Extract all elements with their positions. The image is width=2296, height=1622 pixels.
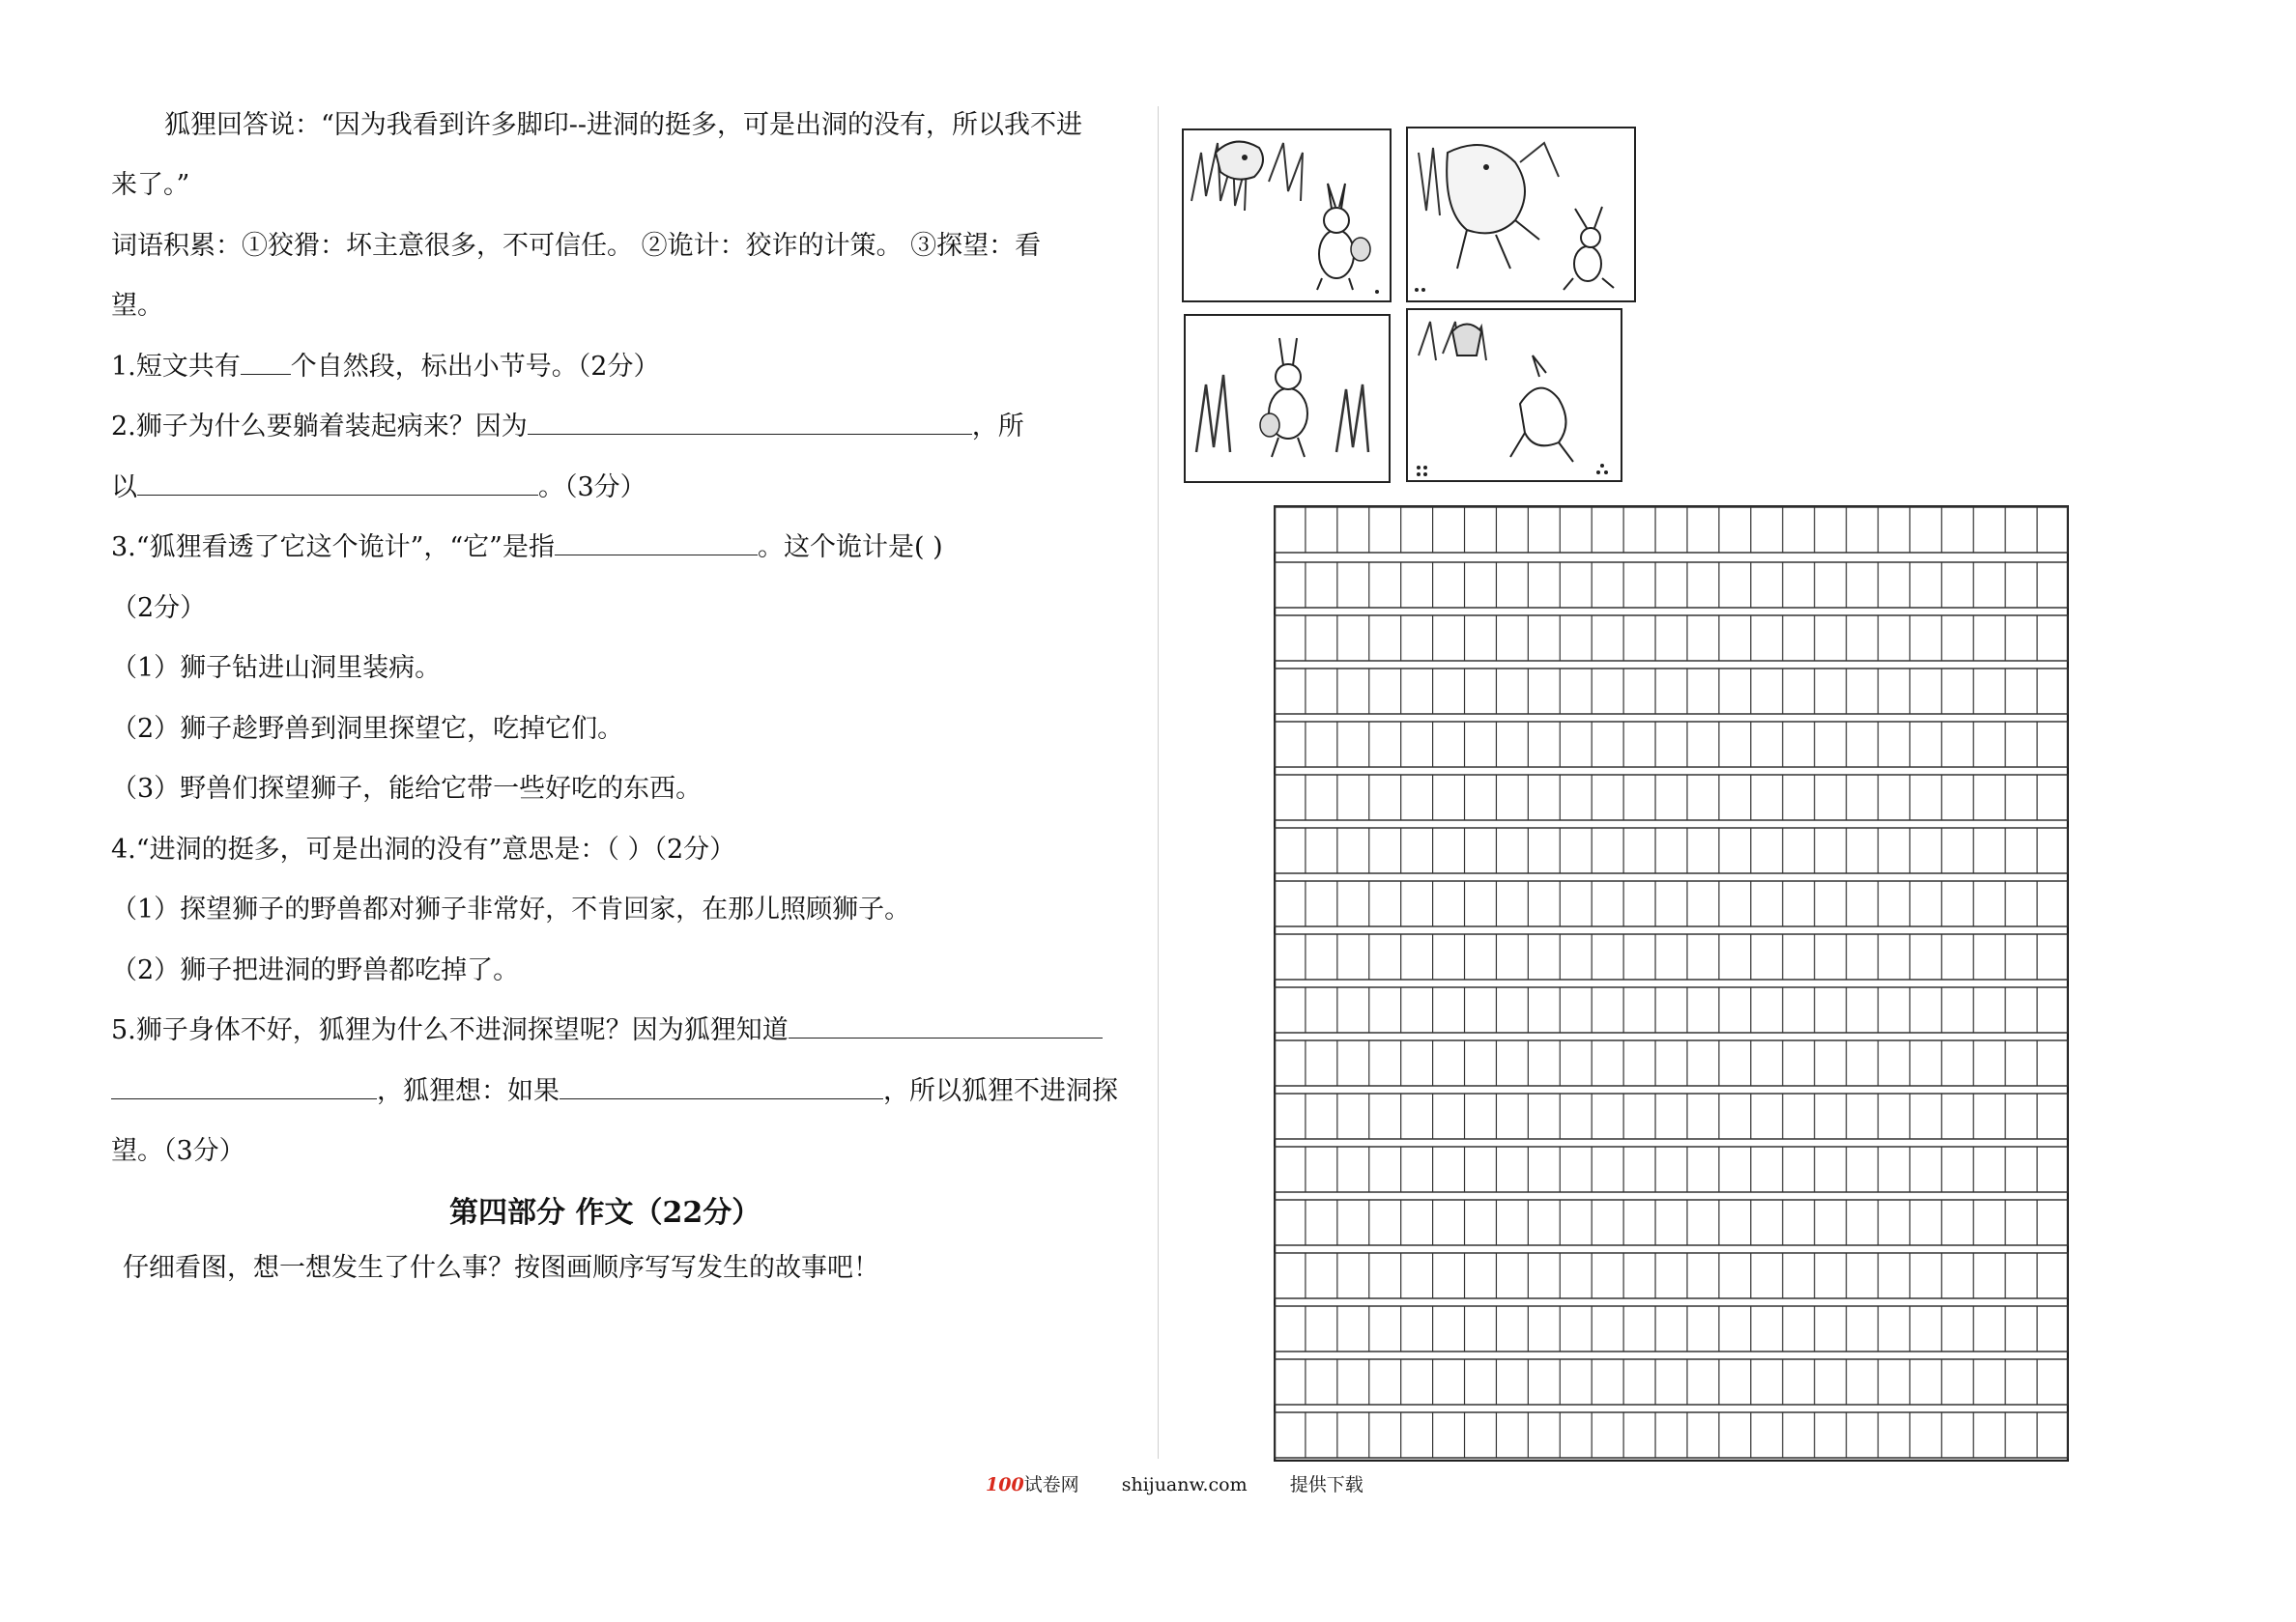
footer — [986, 1470, 1363, 1496]
site-logo: 100 — [986, 1474, 1024, 1495]
vocab-line-2: 望。 — [111, 291, 163, 321]
grid-row[interactable] — [1275, 1412, 2068, 1458]
answer-blank[interactable] — [111, 1073, 377, 1099]
question-5: 5.狮子身体不好，狐狸为什么不进洞探望呢？因为狐狸知道 — [111, 1011, 1103, 1050]
question-2-cont: 以 。（3分） — [111, 469, 646, 507]
grid-row[interactable] — [1275, 934, 2068, 980]
grid-row[interactable] — [1275, 881, 2068, 926]
download-note: 提供下载 — [1289, 1474, 1363, 1495]
writing-prompt: 仔细看图，想一想发生了什么事？按图画顺序写写发生的故事吧！ — [123, 1253, 879, 1283]
question-3-option-1: （1）狮子钻进山洞里装病。 — [111, 653, 442, 683]
answer-blank[interactable] — [560, 1073, 883, 1099]
answer-blank[interactable] — [789, 1012, 1103, 1039]
question-1: 1.短文共有 个自然段，标出小节号。（2分） — [111, 348, 659, 386]
grid-row[interactable] — [1275, 562, 2068, 608]
question-5-cont: ，狐狸想：如果 ，所以狐狸不进洞探 — [111, 1072, 1118, 1111]
answer-blank[interactable] — [555, 529, 758, 555]
grid-row[interactable] — [1275, 828, 2068, 873]
grid-row[interactable] — [1275, 1306, 2068, 1352]
grid-row[interactable] — [1275, 987, 2068, 1033]
grid-row[interactable] — [1275, 722, 2068, 767]
panel-4-image — [1407, 309, 1622, 481]
question-2: 2.狮子为什么要躺着装起病来？因为 ，所 — [111, 408, 1024, 446]
vocab-line-1: 词语积累：①狡猾：坏主意很多，不可信任。 ②诡计：狡诈的计策。 ③探望：看 — [111, 231, 1042, 261]
grid-frame — [1275, 506, 2068, 1461]
question-3-score: （2分） — [111, 593, 207, 623]
passage-line-2: 来了。” — [111, 170, 190, 200]
answer-blank[interactable] — [241, 349, 291, 375]
question-5-score: 望。（3分） — [111, 1136, 245, 1166]
question-3: 3.“狐狸看透了它这个诡计”，“它”是指 。这个诡计是( ) — [111, 528, 943, 567]
composition-grid[interactable] — [1274, 505, 2069, 1462]
page-divider — [1158, 106, 1159, 1459]
grid-row[interactable] — [1275, 1253, 2068, 1298]
question-4-option-1: （1）探望狮子的野兽都对狮子非常好，不肯回家，在那儿照顾狮子。 — [111, 895, 911, 925]
passage-line-1: 狐狸回答说：“因为我看到许多脚印--进洞的挺多，可是出洞的没有，所以我不进 — [164, 110, 1083, 140]
grid-row[interactable] — [1275, 1094, 2068, 1139]
question-3-option-2: （2）狮子趁野兽到洞里探望它，吃掉它们。 — [111, 714, 624, 744]
grid-row[interactable] — [1275, 1359, 2068, 1405]
panel-3-image — [1185, 315, 1390, 482]
answer-blank[interactable] — [137, 470, 538, 496]
grid-row[interactable] — [1275, 669, 2068, 714]
question-3-option-3: （3）野兽们探望狮子，能给它带一些好吃的东西。 — [111, 774, 703, 804]
answer-blank[interactable] — [528, 409, 972, 435]
site-name: 试卷网 — [1023, 1474, 1079, 1495]
grid-row[interactable] — [1275, 1040, 2068, 1086]
grid-row[interactable] — [1275, 615, 2068, 661]
grid-row[interactable] — [1275, 1147, 2068, 1192]
panel-1-image — [1183, 129, 1391, 301]
grid-row[interactable] — [1275, 507, 2068, 553]
question-4: 4.“进洞的挺多，可是出洞的没有”意思是：（ ）（2分） — [111, 835, 736, 865]
grid-row[interactable] — [1275, 1200, 2068, 1245]
question-4-option-2: （2）狮子把进洞的野兽都吃掉了。 — [111, 955, 520, 985]
panel-2-image — [1407, 128, 1635, 301]
site-domain[interactable]: shijuanw.com — [1121, 1474, 1248, 1495]
section-4-title: 第四部分 作文（22分） — [449, 1196, 761, 1230]
story-picture-panels — [1177, 124, 1641, 486]
grid-row[interactable] — [1275, 775, 2068, 820]
